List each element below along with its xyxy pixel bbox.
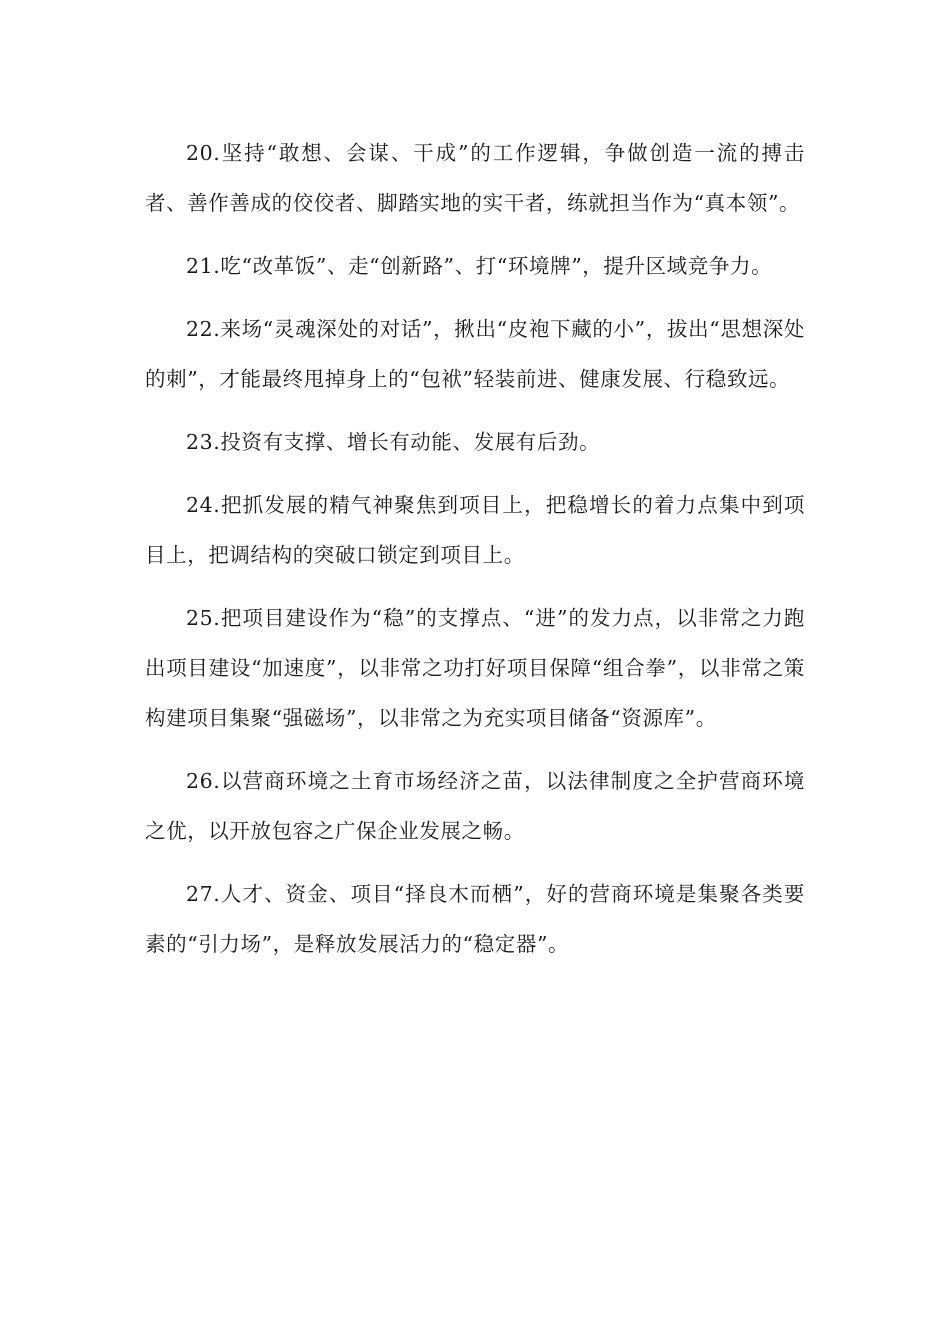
paragraph-number: 20. xyxy=(186,141,221,165)
paragraph-23 xyxy=(145,417,805,467)
paragraph-text: 投资有支撑、增长有动能、发展有后劲。 xyxy=(220,430,601,454)
paragraph-number: 27. xyxy=(186,882,221,906)
paragraph-26 xyxy=(145,756,805,856)
document-body xyxy=(145,128,805,982)
paragraph-text: 把项目建设作为“稳”的支撑点、“进”的发力点，以非常之力跑出项目建设“加速度”，以非常之功打好项目保障“组合拳”，以非常之策构建项目集聚“强磁场”，以非常之为充实项目储备“资源库”。 xyxy=(145,606,805,730)
paragraph-25 xyxy=(145,593,805,743)
paragraph-text: 把抓发展的精气神聚焦到项目上，把稳增长的着力点集中到项目上，把调结构的突破口锁定到项目上。 xyxy=(145,493,805,567)
paragraph-21 xyxy=(145,241,805,291)
paragraph-number: 24. xyxy=(186,493,221,517)
paragraph-text: 吃“改革饭”、走“创新路”、打“环境牌”，提升区域竞争力。 xyxy=(220,254,773,278)
paragraph-22 xyxy=(145,304,805,404)
paragraph-number: 26. xyxy=(186,769,221,793)
paragraph-number: 22. xyxy=(186,317,221,341)
paragraph-27 xyxy=(145,869,805,969)
paragraph-20 xyxy=(145,128,805,228)
paragraph-number: 25. xyxy=(186,606,221,630)
paragraph-number: 23. xyxy=(186,430,221,454)
paragraph-24 xyxy=(145,480,805,580)
paragraph-text: 来场“灵魂深处的对话”，揪出“皮袍下藏的小”，拔出“思想深处的刺”，才能最终甩掉身上的“包袱”轻装前进、健康发展、行稳致远。 xyxy=(145,317,805,391)
paragraph-number: 21. xyxy=(186,254,221,278)
paragraph-text: 人才、资金、项目“择良木而栖”，好的营商环境是集聚各类要素的“引力场”，是释放发展活力的“稳定器”。 xyxy=(145,882,805,956)
paragraph-text: 以营商环境之土育市场经济之苗，以法律制度之全护营商环境之优，以开放包容之广保企业发展之畅。 xyxy=(145,769,805,843)
paragraph-text: 坚持“敢想、会谋、干成”的工作逻辑，争做创造一流的搏击者、善作善成的佼佼者、脚踏实地的实干者，练就担当作为“真本领”。 xyxy=(145,141,805,215)
